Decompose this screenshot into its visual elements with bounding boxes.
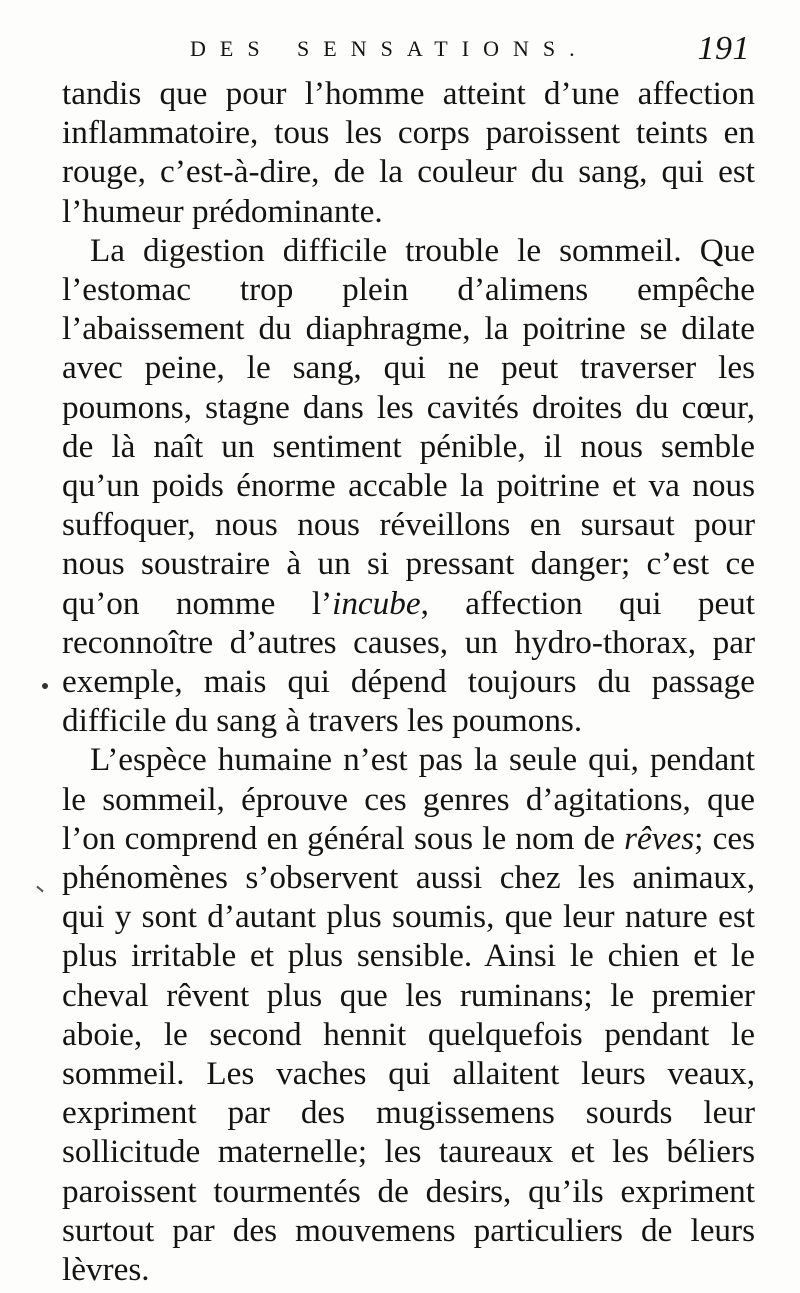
paragraph-text: La digestion difficile trouble le sommeil. Que l’estomac trop plein d’alimens empêche l’abaissement du diaphragme, la poitrine se dilate avec peine, le sang, qui ne peut traverser les poumons, stagne dans les cavités droites du cœur, de là naît un sentiment pénible, il nous semble qu’un poids énorme accable la poitrine et va nous suffoquer, nous nous réveillons en sursaut pour nous soustraire à un si pressant danger; c’est ce qu’on nomme l’ (62, 231, 755, 622)
paragraph-text: ; ces phénomènes s’observent aussi chez les animaux, qui y sont d’autant plus soumis, que leur nature est plus irritable et plus sensible. Ainsi le chien et le cheval rêvent plus que les ruminans; le premier aboie, le second hennit quelquefois pendant le sommeil. Les vaches qui allaitent leurs veaux, expriment par des mugissemens sourds leur sollicitude maternelle; les taureaux et les béliers paroissent tourmentés de desirs, qu’ils expriment surtout par des mouvemens particuliers de leurs lèvres. (62, 819, 755, 1289)
italic-term: rêves (624, 819, 695, 857)
italic-term: incube (332, 584, 421, 622)
paragraph-text: tandis que pour l’homme atteint d’une affection inflammatoire, tous les corps paroissent teints en rouge, c’est-à-dire, de la couleur du sang, qui est l’humeur prédominante. (62, 75, 755, 230)
paragraph-text: L’espèce humaine n’est pas la seule qui, pendant le sommeil, éprouve ces genres d’agitations, que l’on comprend en général sous le nom de (62, 741, 755, 857)
paragraph-dreams (62, 740, 755, 1289)
paragraph-digestion (62, 231, 755, 741)
page-number: 191 (697, 30, 750, 67)
text-body (62, 74, 755, 1289)
paragraph-continued (62, 74, 755, 231)
running-head (190, 30, 750, 70)
margin-mark (36, 886, 43, 893)
paragraph-text: , affection qui peut reconnoître d’autres causes, un hydro-thorax, par exemple, mais qui dépend toujours du passage difficile du sang à travers les poumons. (62, 584, 755, 740)
running-title: DES SENSATIONS. (190, 36, 589, 61)
margin-mark (42, 683, 48, 689)
